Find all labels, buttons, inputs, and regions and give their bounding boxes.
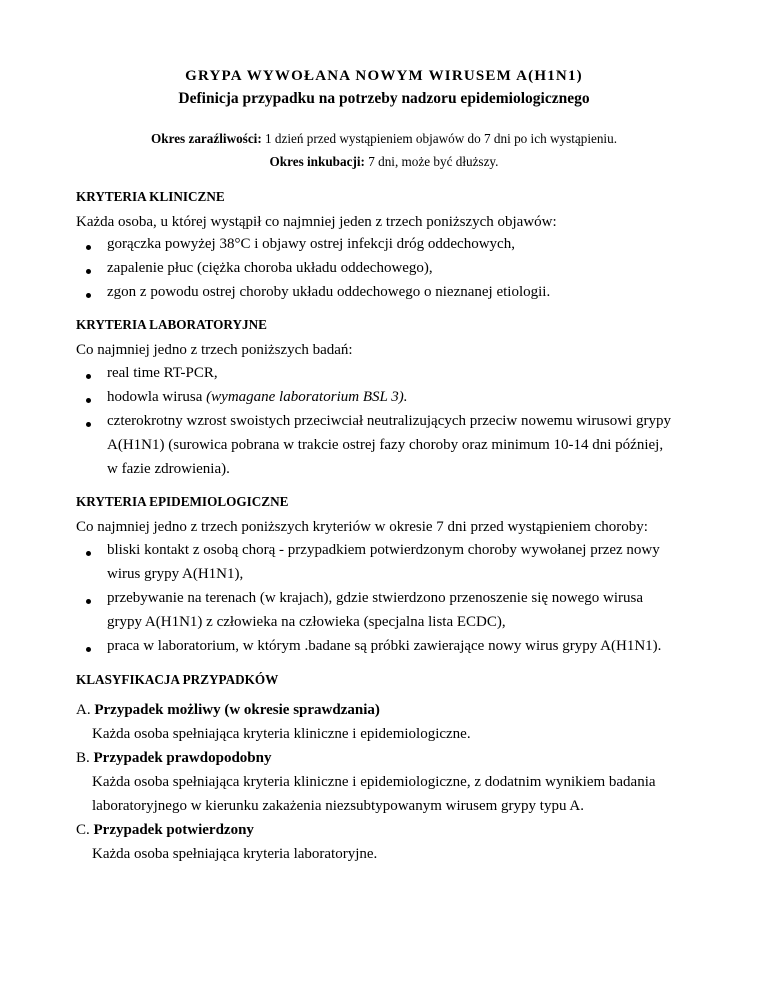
case-title: Przypadek prawdopodobny [93, 750, 272, 766]
case-letter: A. [76, 702, 95, 718]
case-probable-desc: Każda osoba spełniająca kryteria kliniczne i epidemiologiczne, z dodatnim wynikiem badania [92, 774, 656, 790]
bullet-icon [86, 245, 91, 250]
bullet-icon [86, 293, 91, 298]
case-probable-title [76, 750, 271, 767]
clinical-item: gorączka powyżej 38°C i objawy ostrej infekcji dróg oddechowych, [107, 236, 515, 252]
case-confirmed-title [76, 822, 254, 839]
incubation-period-label: Okres inkubacji: [269, 154, 365, 169]
case-title: Przypadek potwierdzony [93, 822, 254, 838]
case-confirmed-desc: Każda osoba spełniająca kryteria laboratoryjne. [92, 846, 378, 862]
lab-item: real time RT-PCR, [107, 365, 218, 381]
bullet-icon [86, 398, 91, 403]
case-possible-desc: Każda osoba spełniająca kryteria kliniczne i epidemiologiczne. [92, 726, 471, 742]
bullet-icon [86, 599, 91, 604]
epi-item-continuation: grypy A(H1N1) z człowieka na człowieka (specjalna lista ECDC), [107, 614, 506, 630]
epi-item: bliski kontakt z osobą chorą - przypadkiem potwierdzonym choroby wywołanej przez nowy [107, 542, 660, 558]
lab-item-continuation: A(H1N1) (surowica pobrana w trakcie ostrej fazy choroby oraz minimum 10-14 dni później, [107, 437, 664, 453]
bullet-icon [86, 374, 91, 379]
clinical-item: zgon z powodu ostrej choroby układu oddechowego o nieznanej etiologii. [107, 284, 551, 300]
lab-item-continuation: w fazie zdrowienia). [107, 461, 230, 477]
incubation-period-text: 7 dni, może być dłuższy. [364, 154, 499, 169]
document-title: GRYPA WYWOŁANA NOWYM WIRUSEM A(H1N1) [185, 68, 583, 84]
lab-item-italic: (wymagane laboratorium BSL 3). [206, 389, 408, 405]
incubation-period [0, 154, 768, 170]
epi-heading: KRYTERIA EPIDEMIOLOGICZNE [76, 494, 289, 509]
case-title: Przypadek możliwy (w okresie sprawdzania) [94, 702, 380, 718]
lab-heading: KRYTERIA LABORATORYJNE [76, 317, 267, 332]
case-probable-desc: laboratoryjnego w kierunku zakażenia niezsubtypowanym wirusem grypy typu A. [92, 798, 584, 814]
clinical-item: zapalenie płuc (ciężka choroba układu oddechowego), [107, 260, 433, 276]
classification-heading: KLASYFIKACJA PRZYPADKÓW [76, 672, 279, 687]
bullet-icon [86, 422, 91, 427]
case-possible-title [76, 702, 380, 719]
bullet-icon [86, 269, 91, 274]
lab-item-text: hodowla wirusa [107, 389, 207, 405]
clinical-heading: KRYTERIA KLINICZNE [76, 189, 225, 204]
epi-item-continuation: wirus grypy A(H1N1), [107, 566, 244, 582]
bullet-icon [86, 647, 91, 652]
infectious-period-text: 1 dzień przed wystąpieniem objawów do 7 dni po ich wystąpieniu. [261, 131, 617, 146]
case-letter: C. [76, 822, 94, 838]
infectious-period-label: Okres zaraźliwości: [151, 131, 262, 146]
epi-intro: Co najmniej jedno z trzech poniższych kryteriów w okresie 7 dni przed wystąpieniem choroby: [76, 519, 648, 535]
infectious-period [0, 131, 768, 147]
epi-item: przebywanie na terenach (w krajach), gdzie stwierdzono przenoszenie się nowego wirusa [107, 590, 644, 606]
case-letter: B. [76, 750, 94, 766]
document-subtitle: Definicja przypadku na potrzeby nadzoru epidemiologicznego [178, 90, 590, 107]
epi-item: praca w laboratorium, w którym .badane są próbki zawierające nowy wirus grypy A(H1N1). [107, 638, 662, 654]
clinical-intro: Każda osoba, u której wystąpił co najmniej jeden z trzech poniższych objawów: [76, 214, 557, 230]
lab-intro: Co najmniej jedno z trzech poniższych badań: [76, 342, 353, 358]
bullet-icon [86, 551, 91, 556]
lab-item: czterokrotny wzrost swoistych przeciwciał neutralizujących przeciw nowemu wirusowi grypy [107, 413, 671, 429]
lab-item [107, 389, 408, 406]
